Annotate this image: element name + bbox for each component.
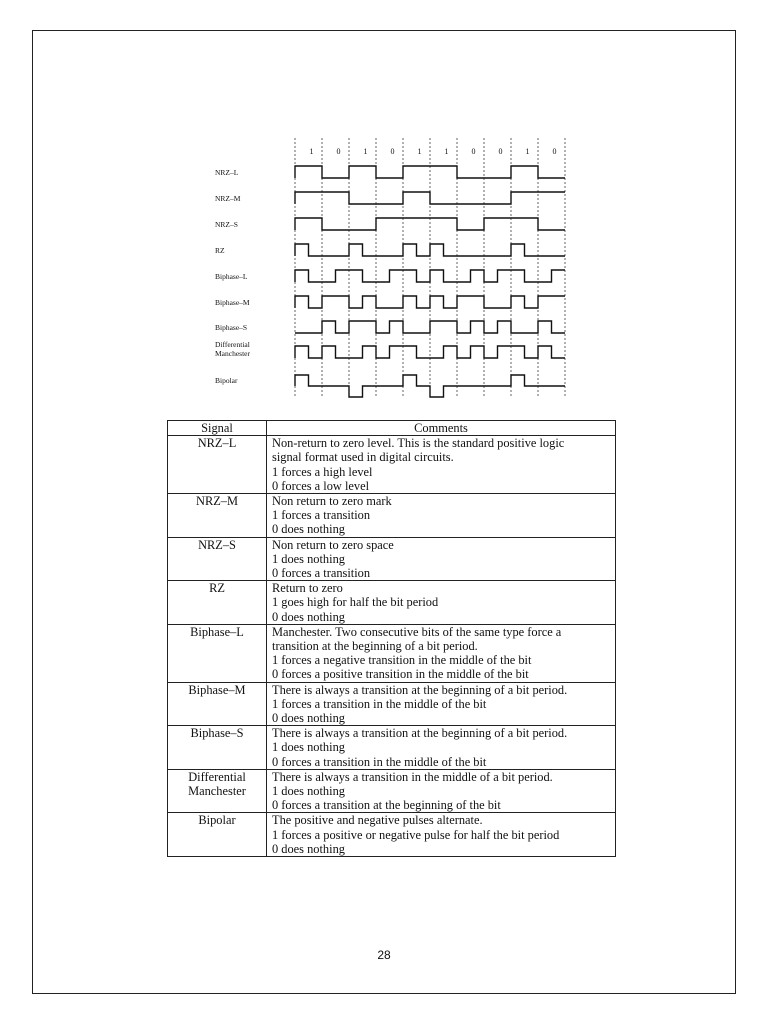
signal-name-cell: [168, 624, 267, 682]
waveform-row-label: Differential: [215, 340, 250, 349]
signal-name-cell: [168, 682, 267, 726]
table-header-row: [168, 421, 616, 436]
comment-cell: [267, 813, 616, 857]
waveform-row-label: Manchester: [215, 349, 250, 358]
signal-name-line: Biphase–L: [190, 624, 244, 639]
table-row: [168, 682, 616, 726]
bit-value-label: 1: [525, 147, 530, 156]
comment-line: Manchester. Two consecutive bits of the same type force a: [272, 624, 562, 639]
comment-line: 0 forces a transition: [272, 566, 371, 581]
comment-line: 0 does nothing: [272, 609, 345, 624]
waveform-row-label: Biphase–S: [215, 323, 248, 332]
waveform-row-label: Bipolar: [215, 376, 238, 385]
comment-line: 1 forces a high level: [272, 464, 373, 479]
comment-cell: [267, 581, 616, 625]
comment-line: 1 forces a negative transition in the middle of the bit: [272, 653, 532, 668]
comment-line: 1 does nothing: [272, 551, 345, 566]
bit-value-label: 0: [336, 147, 341, 156]
comment-line: Non return to zero mark: [272, 494, 392, 509]
comment-line: Non return to zero space: [272, 537, 394, 552]
bit-value-label: 1: [417, 147, 422, 156]
comment-line: There is always a transition in the middle of a bit period.: [272, 769, 553, 784]
signal-name-cell: [168, 769, 267, 813]
table-row: [168, 537, 616, 581]
signal-name-cell: [168, 581, 267, 625]
comment-line: 1 forces a transition: [272, 508, 371, 523]
signal-encoding-table: [167, 420, 616, 857]
comment-line: 1 goes high for half the bit period: [272, 595, 439, 610]
comment-line: The positive and negative pulses alternate.: [272, 813, 483, 828]
comment-line: There is always a transition at the beginning of a bit period.: [272, 726, 568, 741]
waveform-trace-bphs: [295, 321, 565, 333]
comment-cell: [267, 436, 616, 494]
table-row: [168, 813, 616, 857]
waveform-row-label: Biphase–L: [215, 272, 248, 281]
signal-name-line: Bipolar: [198, 813, 236, 828]
comment-cell: [267, 726, 616, 770]
comment-line: 0 does nothing: [272, 841, 345, 856]
comment-line: 0 does nothing: [272, 711, 345, 726]
comment-line: transition at the beginning of a bit period.: [272, 639, 478, 654]
signal-name-line: Biphase–S: [190, 726, 244, 741]
table-row: [168, 581, 616, 625]
comment-cell: [267, 537, 616, 581]
signal-name-line: NRZ–M: [196, 494, 238, 509]
waveform-row-label: RZ: [215, 246, 225, 255]
comment-line: 0 forces a low level: [272, 478, 370, 493]
comment-cell: [267, 682, 616, 726]
waveform-trace-bphm: [295, 296, 565, 308]
table-row: [168, 494, 616, 538]
signal-name-cell: [168, 537, 267, 581]
line-coding-waveform-figure: [205, 135, 575, 400]
signal-column-header: Signal: [168, 421, 267, 436]
comment-line: 1 does nothing: [272, 784, 345, 799]
comment-cell: [267, 769, 616, 813]
signal-name-line: NRZ–L: [197, 436, 237, 451]
bit-value-label: 0: [498, 147, 503, 156]
comment-line: signal format used in digital circuits.: [272, 450, 454, 465]
bit-value-label: 0: [552, 147, 557, 156]
comment-line: 0 forces a positive transition in the middle of the bit: [272, 667, 529, 682]
signal-name-line: Biphase–M: [188, 682, 246, 697]
comment-line: 0 forces a transition at the beginning of the bit: [272, 798, 501, 813]
waveform-row-label: NRZ–L: [215, 168, 239, 177]
table-row: [168, 436, 616, 494]
comment-line: Return to zero: [272, 581, 343, 596]
comment-line: 1 does nothing: [272, 740, 345, 755]
bit-value-label: 1: [444, 147, 449, 156]
bit-value-label: 1: [363, 147, 368, 156]
table-row: [168, 726, 616, 770]
signal-name-cell: [168, 813, 267, 857]
table-row: [168, 769, 616, 813]
waveform-trace-bphl: [295, 270, 565, 282]
comment-cell: [267, 494, 616, 538]
signal-name-line: Differential: [188, 769, 246, 784]
bit-value-label: 1: [309, 147, 314, 156]
comment-line: 0 does nothing: [272, 522, 345, 537]
signal-name-cell: [168, 494, 267, 538]
comment-line: 1 forces a positive or negative pulse for half the bit period: [272, 827, 560, 842]
waveform-row-label: NRZ–S: [215, 220, 238, 229]
comment-cell: [267, 624, 616, 682]
waveform-trace-rz: [295, 244, 565, 256]
signal-name-line: RZ: [209, 581, 225, 596]
comments-column-header: Comments: [267, 421, 616, 436]
comment-line: Non-return to zero level. This is the standard positive logic: [272, 436, 565, 451]
waveform-row-label: NRZ–M: [215, 194, 241, 203]
signal-name-cell: [168, 436, 267, 494]
signal-name-cell: [168, 726, 267, 770]
table-row: [168, 624, 616, 682]
bit-value-label: 0: [390, 147, 395, 156]
waveform-trace-nrzm: [295, 192, 565, 204]
signal-name-line: Manchester: [188, 784, 246, 799]
signal-name-line: NRZ–S: [198, 537, 236, 552]
waveform-row-label: Biphase–M: [215, 298, 250, 307]
comment-line: There is always a transition at the beginning of a bit period.: [272, 682, 568, 697]
comment-line: 1 forces a transition in the middle of the bit: [272, 696, 487, 711]
bit-value-label: 0: [471, 147, 476, 156]
comment-line: 0 forces a transition in the middle of the bit: [272, 754, 487, 769]
page-number: 28: [377, 948, 391, 962]
